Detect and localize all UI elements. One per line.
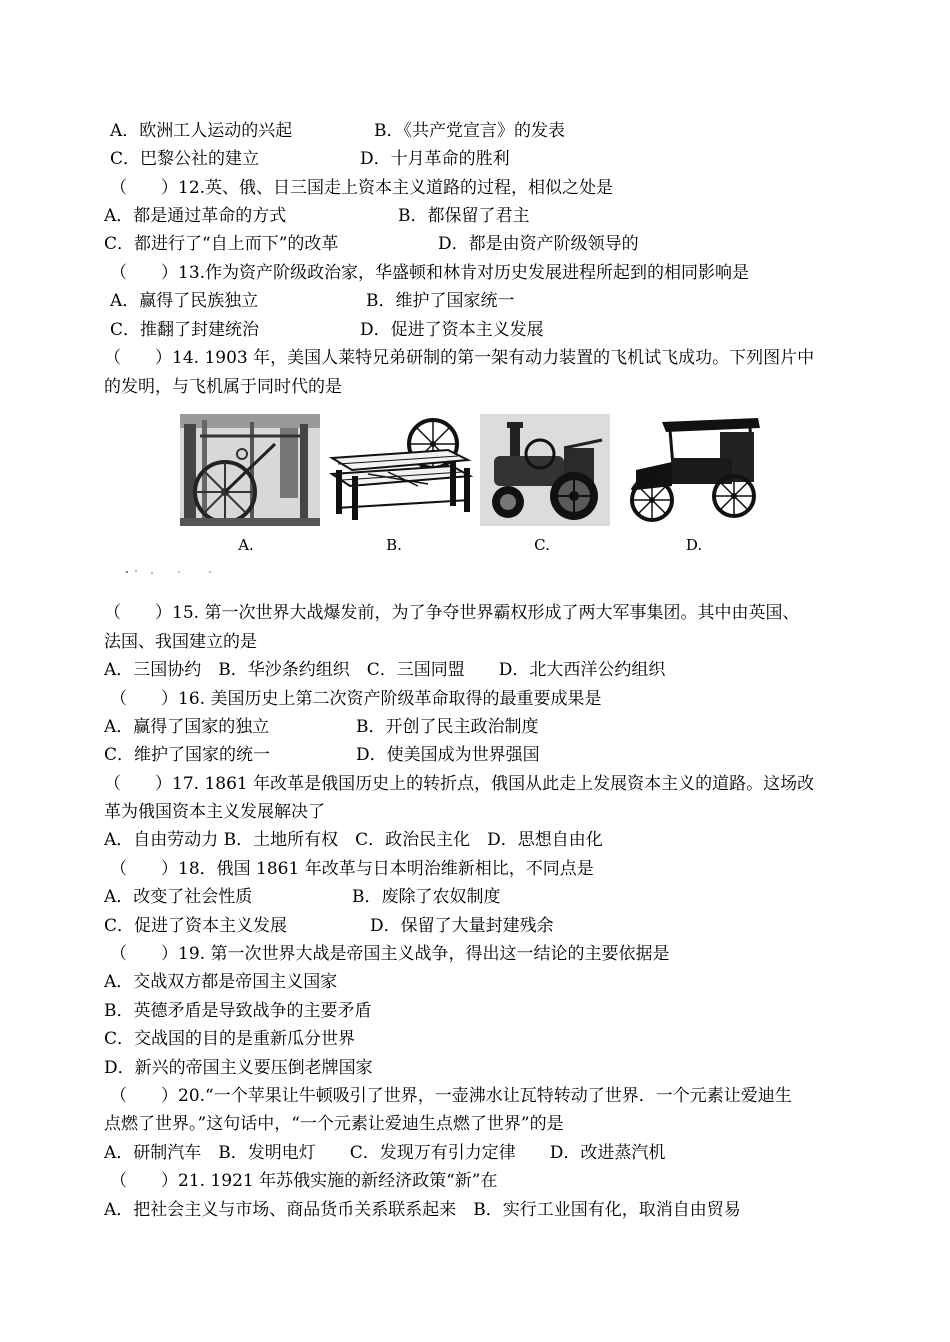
q18-option-d: D．保留了大量封建残余: [370, 916, 554, 936]
scan-specks: [124, 568, 214, 576]
q12-option-b: B．都保留了君主: [398, 206, 530, 226]
q20-options: A．研制汽车 B．发明电灯 C．发现万有引力定律 D．改进蒸汽机: [104, 1143, 666, 1163]
q17-stem-line1: （ ）17. 1861 年改革是俄国历史上的转折点，俄国从此走上发展资本主义的道路。这场改: [104, 774, 815, 794]
q16-stem: （ ）16. 美国历史上第二次资产阶级革命取得的最重要成果是: [110, 689, 602, 709]
steam-locomotive-image: [480, 414, 610, 526]
q14-stem-line1: （ ）14. 1903 年，美国人莱特兄弟研制的第一架有动力装置的飞机试飞成功。下列图片中: [104, 348, 815, 368]
image-label-a: A.: [238, 536, 254, 554]
q20-stem-line2: 点燃了世界。”这句话中，“一个元素让爱迪生点燃了世界”的是: [104, 1114, 564, 1134]
image-label-b: B.: [386, 536, 402, 554]
q16-option-a: A．赢得了国家的独立: [104, 717, 270, 737]
q14-figure: [178, 414, 788, 574]
q20-stem-line1: （ ）20.“一个苹果让牛顿吸引了世界，一壶沸水让瓦特转动了世界．一个元素让爱迪生: [110, 1086, 792, 1106]
spinning-machine-image: [328, 414, 474, 526]
steam-engine-image: [180, 414, 320, 526]
q16-option-c: C．维护了国家的统一: [104, 745, 271, 765]
q11-option-d: D．十月革命的胜利: [360, 149, 510, 169]
q11-option-a: A．欧洲工人运动的兴起: [110, 121, 293, 141]
q12-option-d: D．都是由资产阶级领导的: [438, 234, 639, 254]
q14-stem-line2: 的发明，与飞机属于同时代的是: [104, 377, 342, 397]
q13-option-b: B．维护了国家统一: [366, 291, 515, 311]
q15-options: A．三国协约 B．华沙条约组织 C．三国同盟 D．北大西洋公约组织: [104, 660, 666, 680]
q15-stem-line2: 法国、我国建立的是: [104, 632, 257, 652]
q11-option-c: C．巴黎公社的建立: [110, 149, 260, 169]
q18-stem: （ ）18．俄国 1861 年改革与日本明治维新相比，不同点是: [110, 859, 594, 879]
q19-option-b: B．英德矛盾是导致战争的主要矛盾: [104, 1001, 372, 1021]
q12-option-a: A．都是通过革命的方式: [104, 206, 287, 226]
automobile-image: [622, 414, 762, 526]
image-label-c: C.: [534, 536, 550, 554]
q13-option-a: A．赢得了民族独立: [110, 291, 259, 311]
q15-stem-line1: （ ）15. 第一次世界大战爆发前，为了争夺世界霸权形成了两大军事集团。其中由英国、: [104, 603, 800, 623]
q18-option-c: C．促进了资本主义发展: [104, 916, 288, 936]
q13-option-c: C．推翻了封建统治: [110, 320, 260, 340]
q12-option-c: C．都进行了“自上而下”的改革: [104, 234, 339, 254]
q19-option-c: C．交战国的目的是重新瓜分世界: [104, 1029, 356, 1049]
q11-option-b: B．《共产党宣言》的发表: [374, 121, 565, 141]
q21-options: A．把社会主义与市场、商品货币关系联系起来 B．实行工业国有化，取消自由贸易: [104, 1200, 741, 1220]
q19-option-a: A．交战双方都是帝国主义国家: [104, 972, 338, 992]
q21-stem: （ ）21. 1921 年苏俄实施的新经济政策“新”在: [110, 1171, 498, 1191]
q16-option-b: B．开创了民主政治制度: [356, 717, 539, 737]
q17-stem-line2: 革为俄国资本主义发展解决了: [104, 802, 325, 822]
q13-stem: （ ）13.作为资产阶级政治家，华盛顿和林肯对历史发展进程所起到的相同影响是: [110, 263, 750, 283]
q12-stem: （ ）12.英、俄、日三国走上资本主义道路的过程，相似之处是: [110, 178, 614, 198]
image-label-d: D.: [685, 536, 703, 554]
q19-option-d: D．新兴的帝国主义要压倒老牌国家: [104, 1058, 373, 1078]
q18-option-b: B．废除了农奴制度: [352, 887, 501, 907]
q19-stem: （ ）19. 第一次世界大战是帝国主义战争，得出这一结论的主要依据是: [110, 944, 670, 964]
q16-option-d: D．使美国成为世界强国: [356, 745, 540, 765]
q18-option-a: A．改变了社会性质: [104, 887, 253, 907]
q17-options: A．自由劳动力 B．土地所有权 C．政治民主化 D．思想自由化: [104, 830, 603, 850]
q13-option-d: D．促进了资本主义发展: [360, 320, 544, 340]
